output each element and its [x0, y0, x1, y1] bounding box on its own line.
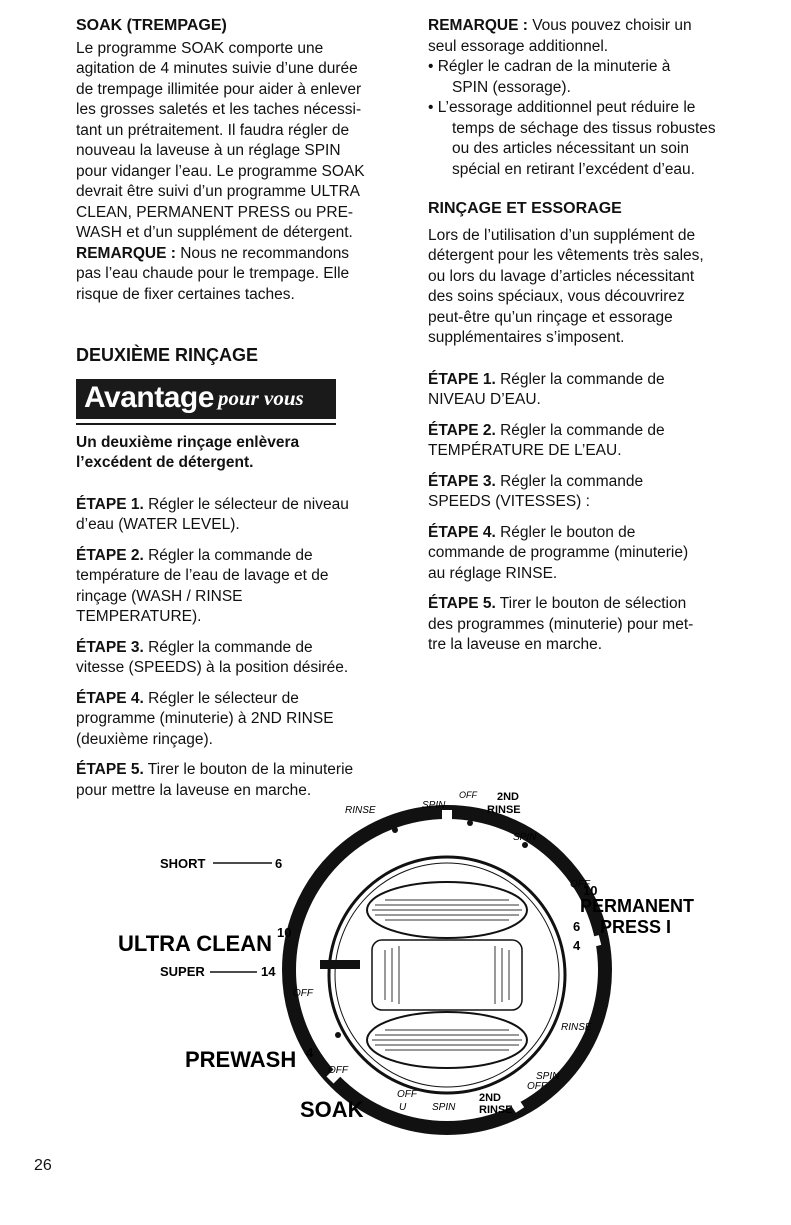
label-off-bottom-right: OFF: [527, 1081, 547, 1092]
step-text: Régler le sélecteur de: [143, 689, 299, 707]
label-six-left: 6: [275, 856, 283, 871]
step-text: Régler la commande de: [495, 421, 665, 439]
label-prewash: PREWASH: [185, 1047, 297, 1072]
label-off-left: OFF: [293, 988, 313, 999]
label-rinse-top: RINSE: [345, 805, 376, 816]
banner-word: Avantage: [84, 381, 214, 415]
label-super: SUPER: [160, 964, 205, 979]
text-line: pour mettre la laveuse en marche.: [76, 781, 312, 799]
text-line: des soins spéciaux, vous découvrirez: [428, 288, 685, 305]
label-four-right: 4: [573, 938, 581, 953]
step-label: ÉTAPE 3.: [76, 638, 144, 656]
label-ten-left: 10: [277, 925, 292, 940]
bullet-item: • L’essorage additionnel peut réduire le temps de séchage des tissus robustes ou des articles nécessitant un soin spécial en retirant l’excédent d’eau.: [428, 99, 716, 178]
note-label: REMARQUE :: [76, 244, 176, 262]
label-off-top: OFF: [459, 790, 477, 800]
step-text: Tirer le bouton de sélection: [495, 595, 687, 612]
text-line: (deuxième rinçage).: [76, 730, 213, 748]
text-line: risque de fixer certaines taches.: [76, 285, 295, 303]
remark-label: REMARQUE :: [428, 17, 528, 34]
text-line: de trempage illimitée pour aider à enlever: [76, 80, 362, 98]
label-permanent: PERMANENT: [580, 896, 695, 916]
text-line: NIVEAU D’EAU.: [428, 391, 541, 408]
text-line: TEMPERATURE).: [76, 608, 202, 625]
bullet-item: • Régler le cadran de la minuterie à SPIN (essorage).: [428, 58, 671, 96]
soak-heading: SOAK (TREMPAGE): [76, 17, 227, 34]
step-label: ÉTAPE 3.: [428, 472, 496, 490]
text-line: CLEAN, PERMANENT PRESS ou PRE-: [76, 203, 354, 221]
text-line: l’excédent de détergent.: [76, 454, 254, 471]
second-rinse-title: DEUXIÈME RINÇAGE: [76, 345, 259, 365]
step-text: Régler le bouton de: [495, 523, 636, 541]
label-off-soak: OFF: [397, 1089, 417, 1100]
text-line: SPEEDS (VITESSES) :: [428, 493, 590, 510]
text-line: peut-être qu’un rinçage et essorage: [428, 308, 673, 326]
text-line: tre la laveuse en marche.: [428, 636, 603, 653]
label-spin-right: SPIN: [513, 832, 537, 843]
banner-italic: pour vous: [217, 386, 304, 411]
step-label: ÉTAPE 4.: [428, 523, 496, 541]
label-ten-right: 10: [583, 883, 598, 898]
label-soak: SOAK: [300, 1097, 364, 1122]
label-spin-bottom: SPIN: [432, 1102, 456, 1113]
step-text: Régler le sélecteur de niveau: [143, 495, 349, 513]
text-line: TEMPÉRATURE DE L’EAU.: [428, 442, 622, 459]
label-2nd-top: 2ND: [497, 791, 520, 803]
text-line: pas l’eau chaude pour le trempage. Elle: [76, 265, 350, 282]
step-text: Régler la commande de: [143, 638, 313, 656]
note-text: Nous ne recommandons: [175, 244, 350, 262]
text-line: devrait être suivi d’un programme ULTRA: [76, 183, 360, 200]
page-number: 26: [34, 1157, 52, 1174]
label-short: SHORT: [160, 856, 206, 871]
label-rinse-top-right: RINSE: [487, 804, 521, 816]
label-rinse-bottom: RINSE: [479, 1104, 513, 1116]
label-four-left: 4: [306, 1045, 314, 1060]
text-line: vitesse (SPEEDS) à la position désirée.: [76, 659, 349, 676]
text-line: les grosses saletés et les taches nécessi-: [76, 101, 362, 118]
text-line: Un deuxième rinçage enlèvera: [76, 433, 300, 451]
text-line: agitation de 4 minutes suivie d’une durée: [76, 60, 358, 77]
step-label: ÉTAPE 4.: [76, 689, 144, 707]
text-line: d’eau (WATER LEVEL).: [76, 516, 240, 533]
label-ultra-clean: ULTRA CLEAN: [118, 931, 272, 956]
text-line: ou lors du lavage d’articles nécessitant: [428, 267, 695, 285]
label-spin-top: SPIN: [422, 800, 446, 811]
step-text: Régler la commande de: [495, 370, 665, 388]
step-label: ÉTAPE 1.: [428, 370, 496, 388]
label-2nd-bottom: 2ND: [479, 1092, 502, 1104]
rinse-spin-heading: RINÇAGE ET ESSORAGE: [428, 200, 622, 217]
dial-knob: [329, 857, 565, 1093]
label-rinse-right: RINSE: [561, 1022, 592, 1033]
text-line: seul essorage additionnel.: [428, 37, 609, 55]
text-line: WASH et d’un supplément de détergent.: [76, 224, 353, 241]
step-text: Tirer le bouton de la minuterie: [143, 761, 354, 778]
label-fourteen: 14: [261, 964, 276, 979]
text-line: commande de programme (minuterie): [428, 544, 689, 561]
step-label: ÉTAPE 1.: [76, 495, 144, 513]
text-line: Lors de l’utilisation d’un supplément de: [428, 226, 696, 244]
label-press: PRESS I: [600, 917, 672, 937]
text-line: supplémentaires s’imposent.: [428, 329, 625, 346]
text-line: nouveau la laveuse à un réglage SPIN: [76, 142, 341, 159]
label-u-soak: U: [399, 1102, 407, 1113]
text-line: Le programme SOAK comporte une: [76, 39, 324, 57]
text-line: des programmes (minuterie) pour met-: [428, 615, 694, 633]
step-label: ÉTAPE 5.: [428, 595, 496, 612]
label-six-right: 6: [573, 919, 581, 934]
text-line: pour vidanger l’eau. Le programme SOAK: [76, 162, 365, 180]
text-line: température de l’eau de lavage et de: [76, 567, 329, 584]
label-off-prewash: OFF: [328, 1065, 348, 1076]
text-line: programme (minuterie) à 2ND RINSE: [76, 710, 334, 727]
step-label: ÉTAPE 2.: [428, 421, 496, 439]
text-line: rinçage (WASH / RINSE: [76, 587, 243, 605]
label-spin-bottom-right: SPIN: [536, 1071, 560, 1082]
step-text: Régler la commande de: [143, 546, 313, 564]
text-line: au réglage RINSE.: [428, 564, 558, 582]
label-off-right: OFF: [570, 879, 590, 890]
dial-pointer: [320, 960, 360, 969]
step-text: Régler la commande: [495, 472, 644, 490]
text-line: tant un prétraitement. Il faudra régler de: [76, 121, 350, 139]
remark-text: Vous pouvez choisir un: [527, 17, 692, 34]
step-label: ÉTAPE 2.: [76, 546, 144, 564]
text-line: détergent pour les vêtements très sales,: [428, 247, 704, 264]
step-label: ÉTAPE 5.: [76, 761, 144, 778]
